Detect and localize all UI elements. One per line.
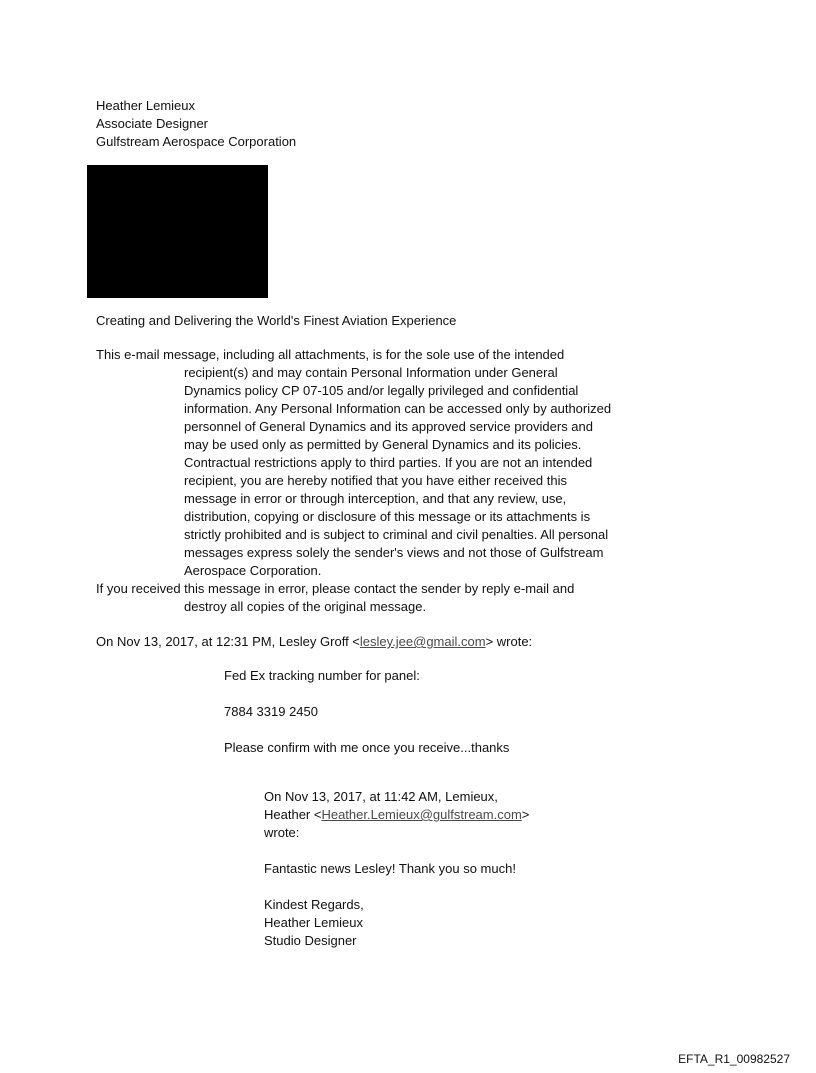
signature-name: Heather Lemieux [96, 98, 195, 113]
sender-email-link[interactable]: lesley.jee@gmail.com [359, 634, 486, 649]
signature-title: Associate Designer [96, 116, 208, 131]
disclaimer-line: Dynamics policy CP 07-105 and/or legally privileged and confidential [184, 383, 579, 398]
quoted-reply-1 [224, 667, 509, 775]
quote-header [96, 633, 532, 651]
disclaimer-second-indented [96, 598, 634, 616]
legal-disclaimer [96, 346, 736, 616]
disclaimer-line: Contractual restrictions apply to third parties. If you are not an intended [184, 455, 593, 470]
disclaimer-second-line: If you received this message in error, please contact the sender by reply e-mail and [96, 581, 575, 596]
disclaimer-line: message in error or through interception, and that any review, use, [184, 491, 567, 506]
tracking-number: 7884 3319 2450 [224, 704, 318, 719]
quote-header-suffix: > wrote: [485, 634, 533, 649]
signature-company: Gulfstream Aerospace Corporation [96, 134, 297, 149]
heather-email-link[interactable]: Heather.Lemieux@gulfstream.com [321, 807, 522, 822]
redacted-logo [87, 165, 268, 298]
quote2-sig-title: Studio Designer [264, 933, 357, 948]
disclaimer-line: distribution, copying or disclosure of this message or its attachments is [184, 509, 591, 524]
quote2-header-line [264, 806, 529, 824]
disclaimer-line: personnel of General Dynamics and its approved service providers and [184, 419, 593, 434]
disclaimer-line: recipient(s) and may contain Personal Information under General [184, 365, 558, 380]
reply-line: Fed Ex tracking number for panel: [224, 668, 420, 683]
quote2-header-line: wrote: [264, 825, 300, 840]
disclaimer-line: destroy all copies of the original message. [184, 599, 427, 614]
quoted-reply-2 [264, 788, 529, 950]
quote2-sig-name: Heather Lemieux [264, 915, 363, 930]
disclaimer-first-line: This e-mail message, including all attachments, is for the sole use of the intended [96, 347, 565, 362]
quote2-header-suffix: > [521, 807, 530, 822]
disclaimer-line: recipient, you are hereby notified that you have either received this [184, 473, 568, 488]
disclaimer-line: messages express solely the sender's views and not those of Gulfstream [184, 545, 604, 560]
reply-line: Please confirm with me once you receive...thanks [224, 740, 510, 755]
disclaimer-line: may be used only as permitted by General Dynamics and its policies. [184, 437, 582, 452]
quote-header-prefix: On Nov 13, 2017, at 12:31 PM, Lesley Groff < [96, 634, 360, 649]
disclaimer-line: information. Any Personal Information can be accessed only by authorized [184, 401, 612, 416]
document-id: EFTA_R1_00982527 [678, 1052, 790, 1066]
signature-block [96, 97, 296, 151]
disclaimer-line: strictly prohibited and is subject to criminal and civil penalties. All personal [184, 527, 609, 542]
company-tagline: Creating and Delivering the World's Finest Aviation Experience [96, 313, 457, 328]
quote2-header-line: On Nov 13, 2017, at 11:42 AM, Lemieux, [264, 789, 498, 804]
disclaimer-line: Aerospace Corporation. [184, 563, 322, 578]
disclaimer-indented-text [96, 364, 634, 580]
quote2-header-prefix: Heather < [264, 807, 322, 822]
quote2-closing: Kindest Regards, [264, 897, 364, 912]
quote2-body: Fantastic news Lesley! Thank you so much! [264, 861, 516, 876]
